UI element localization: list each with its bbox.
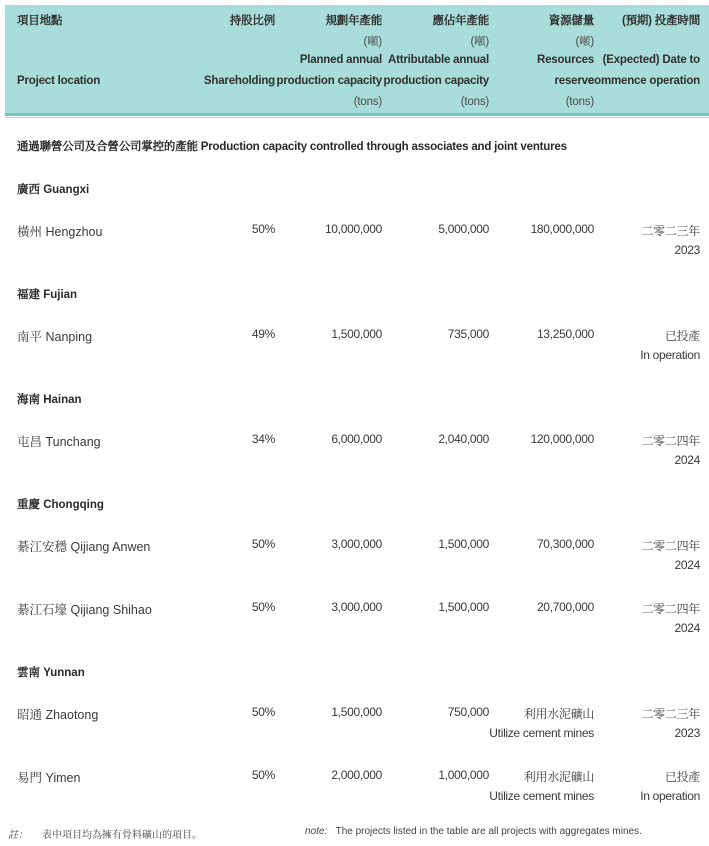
row-reserve-en: Utilize cement mines	[489, 726, 594, 740]
header-planned-en-2: production capacity	[276, 75, 382, 87]
header-location-en: Project location	[17, 75, 101, 87]
header-attr-en-2: production capacity	[383, 75, 489, 87]
row-attributable: 1,500,000	[438, 600, 489, 614]
header-attr-en-1: Attributable annual	[388, 54, 489, 66]
header-reserve-unit-en: (tons)	[565, 96, 594, 108]
row-location: 橫州 Hengzhou	[17, 225, 103, 239]
row-planned: 10,000,000	[324, 222, 382, 236]
row-shareholding: 50%	[251, 222, 275, 236]
header-attr-unit-zh: (噸)	[470, 36, 489, 48]
note-label-en: note:	[305, 826, 328, 837]
row-attributable: 1,500,000	[438, 537, 489, 551]
row-attributable: 1,000,000	[438, 768, 489, 782]
row-attributable: 735,000	[447, 327, 489, 341]
row-location: 綦江石壕 Qijiang Shihao	[17, 603, 152, 617]
header-shareholding-en: Shareholding	[203, 75, 275, 87]
row-date-zh: 二零二三年	[641, 224, 700, 238]
row-location: 屯昌 Tunchang	[17, 435, 101, 449]
row-location: 南平 Nanping	[17, 330, 93, 344]
header-planned-unit-en: (tons)	[353, 96, 382, 108]
header-reserve-unit-zh: (噸)	[575, 36, 594, 48]
header-planned-zh: 規劃年產能	[325, 15, 382, 27]
row-reserve: 13,250,000	[536, 327, 594, 341]
row-date-en: 2024	[674, 453, 700, 467]
row-reserve: 20,700,000	[536, 600, 594, 614]
row-location: 易門 Yimen	[17, 771, 81, 785]
row-date-zh: 二零二四年	[641, 539, 700, 553]
region-heading: 海南 Hainan	[17, 394, 82, 406]
region-heading: 雲南 Yunnan	[17, 667, 85, 679]
row-attributable: 5,000,000	[438, 222, 489, 236]
row-date-zh: 已投產	[664, 329, 700, 343]
note-text-zh: 表中項目均為擁有骨料礦山的項目。	[42, 830, 202, 841]
note-en	[305, 826, 642, 837]
row-planned: 1,500,000	[331, 705, 382, 719]
region-heading: 重慶 Chongqing	[17, 499, 104, 511]
row-reserve: 120,000,000	[530, 432, 594, 446]
row-date-zh: 二零二三年	[641, 707, 700, 721]
row-date-en: 2023	[674, 726, 700, 740]
row-reserve: 利用水泥礦山	[523, 707, 594, 721]
header-date-en-1: (Expected) Date to	[602, 54, 700, 66]
header-location-zh: 項目地點	[17, 15, 63, 27]
row-attributable: 750,000	[447, 705, 489, 719]
row-reserve: 180,000,000	[530, 222, 594, 236]
header-rule-thin	[5, 117, 709, 118]
header-rule	[5, 113, 709, 116]
row-planned: 3,000,000	[331, 537, 382, 551]
header-shareholding-zh: 持股比例	[229, 15, 275, 27]
row-date-en: In operation	[640, 348, 700, 362]
row-shareholding: 50%	[251, 537, 275, 551]
header-planned-en-1: Planned annual	[299, 54, 382, 66]
row-planned: 2,000,000	[331, 768, 382, 782]
row-shareholding: 50%	[251, 768, 275, 782]
note-text-en: The projects listed in the table are all projects with aggregates mines.	[335, 826, 642, 837]
note-label-zh: 註：	[8, 830, 28, 841]
row-date-zh: 二零二四年	[641, 434, 700, 448]
row-date-en: 2024	[674, 621, 700, 635]
row-date-en: 2024	[674, 558, 700, 572]
header-date-en-2: commence operation	[587, 75, 700, 87]
row-location: 昭通 Zhaotong	[17, 708, 99, 722]
row-shareholding: 50%	[251, 600, 275, 614]
row-shareholding: 34%	[251, 432, 275, 446]
header-reserve-en-1: Resources	[536, 54, 594, 66]
row-shareholding: 49%	[251, 327, 275, 341]
header-date-zh: (預期) 投產時間	[621, 15, 700, 27]
row-location: 綦江安穩 Qijiang Anwen	[17, 540, 151, 554]
header-attr-zh: 應佔年產能	[432, 15, 489, 27]
row-reserve-en: Utilize cement mines	[489, 789, 594, 803]
region-heading: 福建 Fujian	[17, 289, 78, 301]
row-planned: 3,000,000	[331, 600, 382, 614]
region-heading: 廣西 Guangxi	[17, 184, 90, 196]
header-attr-unit-en: (tons)	[460, 96, 489, 108]
row-date-zh: 已投產	[664, 770, 700, 784]
row-planned: 1,500,000	[331, 327, 382, 341]
header-reserve-en-2: reserve	[554, 75, 594, 87]
row-date-zh: 二零二四年	[641, 602, 700, 616]
row-reserve: 利用水泥礦山	[523, 770, 594, 784]
row-planned: 6,000,000	[331, 432, 382, 446]
row-shareholding: 50%	[251, 705, 275, 719]
header-planned-unit-zh: (噸)	[363, 36, 382, 48]
row-date-en: In operation	[640, 789, 700, 803]
section-title: 通過聯營公司及合營公司掌控的產能 Production capacity controlled through associates and joint ventures	[17, 141, 567, 153]
row-date-en: 2023	[674, 243, 700, 257]
row-reserve: 70,300,000	[536, 537, 594, 551]
row-attributable: 2,040,000	[438, 432, 489, 446]
header-reserve-zh: 資源儲量	[548, 15, 594, 27]
